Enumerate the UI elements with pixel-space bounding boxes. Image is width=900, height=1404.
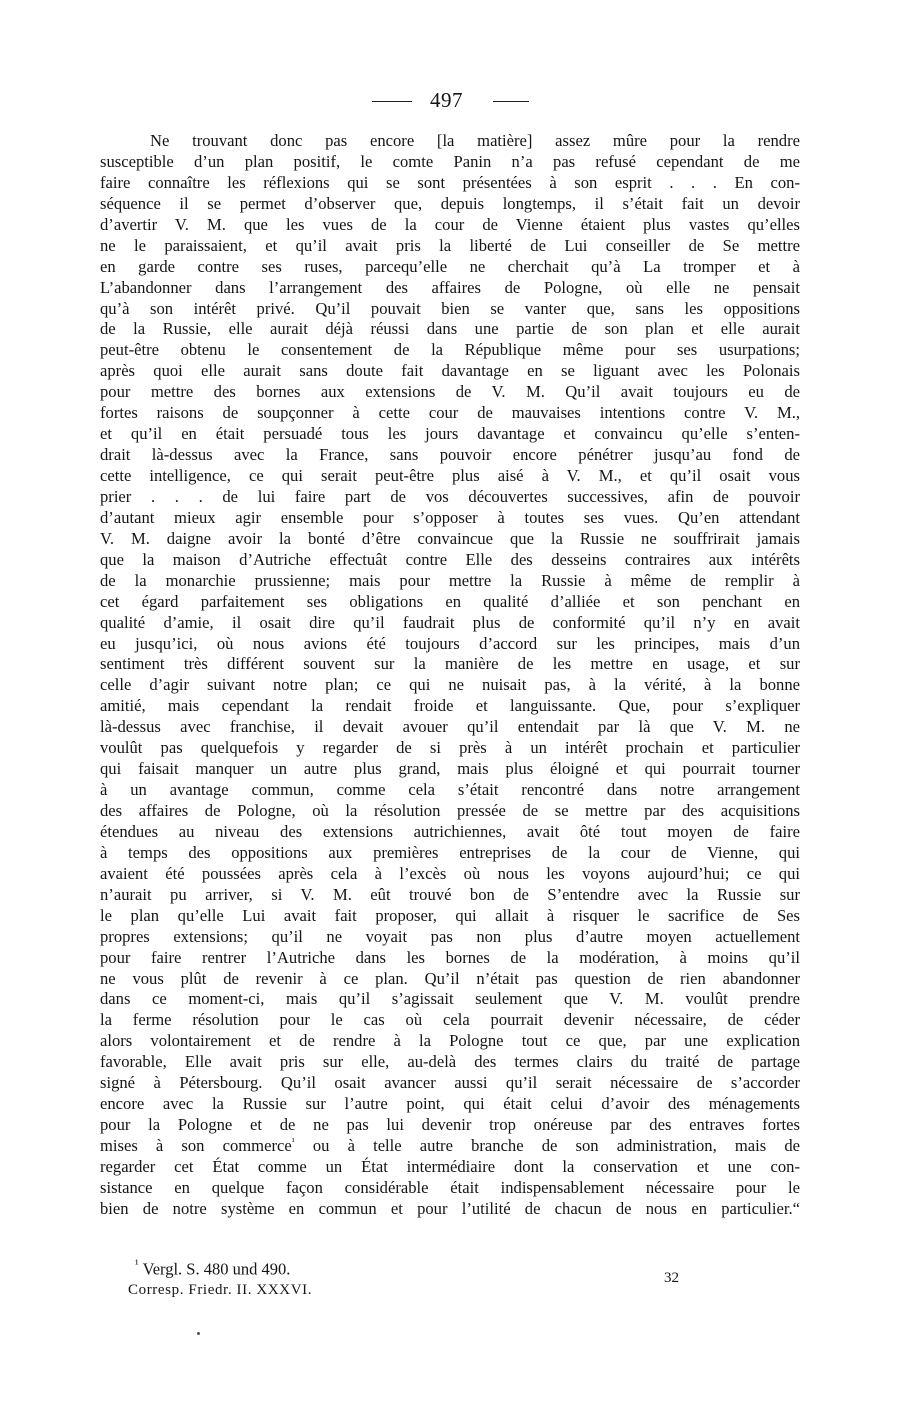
text-line: faire connaître les réflexions qui se sont présentées à son esprit . . . En con- bbox=[100, 172, 800, 192]
text-line: à un avantage commun, comme cela s’était rencontré dans notre arrangement bbox=[100, 780, 800, 800]
text-line: qualité d’amie, il osait dire qu’il faudrait plus de conformité qu’il n’y en avait bbox=[100, 612, 800, 632]
text-line: pour mettre des bornes aux extensions de V. M. Qu’il avait toujours eu de bbox=[100, 382, 800, 402]
text-line: n’aurait pu arriver, si V. M. eût trouvé bon de S’entendre avec la Russie sur bbox=[100, 884, 800, 904]
sheet-number: 32 bbox=[664, 1270, 679, 1286]
text-line: favorable, Elle avait pris sur elle, au-delà des termes clairs du traité de partage bbox=[100, 1052, 800, 1072]
text-line: amitié, mais cependant la rendait froide et languissante. Que, pour s’expliquer bbox=[100, 696, 800, 716]
footnote bbox=[135, 1257, 290, 1280]
header-rule-right bbox=[493, 101, 529, 102]
text-line: regarder cet État comme un État intermédiaire dont la conservation et une con- bbox=[100, 1156, 800, 1176]
text-line: drait là-dessus avec la France, sans pouvoir encore pénétrer jusqu’au fond de bbox=[100, 445, 800, 465]
text-line-with-footnote-ref bbox=[100, 1136, 800, 1157]
text-line: fortes raisons de soupçonner à cette cour de mauvaises intentions contre V. M., bbox=[100, 403, 800, 423]
text-line: à temps des oppositions aux premières entreprises de la cour de Vienne, qui bbox=[100, 842, 800, 862]
text-line: V. M. daigne avoir la bonté d’être convaincue que la Russie ne souffrirait jamais bbox=[100, 528, 800, 548]
text-line: que la maison d’Autriche effectuât contre Elle des desseins contraires aux intérêts bbox=[100, 549, 800, 569]
text-line: eu jusqu’ici, où nous avions été toujours d’accord sur les principes, mais d’un bbox=[100, 633, 800, 653]
text-line: propres extensions; qu’il ne voyait pas non plus d’autre moyen actuellement bbox=[100, 926, 800, 946]
text-line: dans ce moment-ci, mais qu’il s’agissait seulement que V. M. voulût prendre bbox=[100, 989, 800, 1009]
text-fragment: ou à telle autre branche de son administration, mais de bbox=[312, 1136, 800, 1155]
text-line: encore avec la Russie sur l’autre point, qui était celui d’avoir des ménagements bbox=[100, 1094, 800, 1114]
text-line: L’abandonner dans l’arrangement des affaires de Pologne, où elle ne pensait bbox=[100, 277, 800, 297]
text-line: séquence il se permet d’observer que, depuis longtemps, il s’était fait un devoir bbox=[100, 193, 800, 213]
footnote-reference: ¹ bbox=[291, 1136, 295, 1148]
running-header bbox=[0, 88, 900, 116]
text-line: de la monarchie prussienne; mais pour mettre la Russie à même de remplir à bbox=[100, 570, 800, 590]
text-line: avaient été poussées après cela à l’excès où nous les voyons aujourd’hui; ce qui bbox=[100, 863, 800, 883]
text-line: pour faire rentrer l’Autriche dans les bornes de la modération, à moins qu’il bbox=[100, 947, 800, 967]
paper-speck bbox=[197, 1332, 200, 1335]
text-line: d’autant mieux agir ensemble pour s’opposer à toutes ses vues. Qu’en attendant bbox=[100, 507, 800, 527]
footnote-marker: ¹ bbox=[135, 1257, 139, 1271]
text-line: cette intelligence, ce qui serait peut-être plus aisé à V. M., et qu’il osait vous bbox=[100, 466, 800, 485]
text-line: pour la Pologne et de ne pas lui devenir trop onéreuse par des entraves fortes bbox=[100, 1115, 800, 1135]
text-line: de la Russie, elle aurait déjà réussi dans une partie de son plan et elle aurait bbox=[100, 319, 800, 339]
text-line: des affaires de Pologne, où la résolution pressée de se mettre par des acquisitions bbox=[100, 801, 800, 820]
text-fragment: mises à son commerce bbox=[100, 1136, 292, 1155]
text-line: ne vous plût de revenir à ce plan. Qu’il n’était pas question de rien abandonner bbox=[100, 968, 800, 988]
text-line: qui faisait manquer un autre plus grand, mais plus éloigné et qui pourrait tourner bbox=[100, 759, 800, 779]
text-line: susceptible d’un plan positif, le comte Panin n’a pas refusé cependant de me bbox=[100, 151, 800, 171]
text-line: d’avertir V. M. que les vues de la cour de Vienne étaient plus vastes qu’elles bbox=[100, 214, 800, 234]
page-number: 497 bbox=[430, 88, 463, 112]
text-line: qu’à son intérêt privé. Qu’il pouvait bien se vanter que, sans les oppositions bbox=[100, 298, 800, 318]
footnote-text: Vergl. S. 480 und 490. bbox=[142, 1259, 291, 1279]
text-line: sistance en quelque façon considérable était indispensablement nécessaire pour le bbox=[100, 1177, 800, 1197]
body-text bbox=[100, 131, 800, 1220]
text-line: peut-être obtenu le consentement de la République même pour ses usurpations; bbox=[100, 340, 800, 360]
text-line: cet égard parfaitement ses obligations en qualité d’alliée et son penchant en bbox=[100, 591, 800, 611]
text-line: étendues au niveau des extensions autrichiennes, avait ôté tout moyen de faire bbox=[100, 821, 800, 841]
text-line: la ferme résolution pour le cas où cela pourrait devenir nécessaire, de céder bbox=[100, 1010, 800, 1030]
text-line: après quoi elle aurait sans doute fait davantage en se liguant avec les Polonais bbox=[100, 361, 800, 381]
printer-signature: Corresp. Friedr. II. XXXVI. bbox=[128, 1282, 313, 1298]
text-line: alors volontairement et de rendre à la Pologne tout ce que, par une explication bbox=[100, 1031, 800, 1051]
text-line: ne le paraissaient, et qu’il avait pris la liberté de Lui conseiller de Se mettre bbox=[100, 235, 800, 255]
text-line: le plan qu’elle Lui avait fait proposer, qui allait à risquer le sacrifice de Ses bbox=[100, 905, 800, 925]
text-line: en garde contre ses ruses, parcequ’elle ne cherchait qu’à La tromper et à bbox=[100, 256, 800, 276]
text-line: bien de notre système en commun et pour l’utilité de chacun de nous en particulier.“ bbox=[100, 1198, 800, 1218]
text-line: signé à Pétersbourg. Qu’il osait avancer aussi qu’il serait nécessaire de s’accorder bbox=[100, 1073, 800, 1093]
text-line: sentiment très différent souvent sur la manière de les mettre en usage, et sur bbox=[100, 654, 800, 674]
text-line: Ne trouvant donc pas encore [la matière] assez mûre pour la rendre bbox=[150, 131, 800, 150]
text-line: celle d’agir suivant notre plan; ce qui ne nuisait pas, à la vérité, à la bonne bbox=[100, 675, 800, 695]
text-line: et qu’il en était persuadé tous les jours davantage et convaincu qu’elle s’enten- bbox=[100, 424, 800, 444]
text-line: prier . . . de lui faire part de vos découvertes successives, afin de pouvoir bbox=[100, 486, 800, 506]
header-rule-left bbox=[372, 101, 412, 102]
text-line: là-dessus avec franchise, il devait avouer qu’il entendait par là que V. M. ne bbox=[100, 717, 800, 737]
text-line: voulût pas quelquefois y regarder de si près à un intérêt prochain et particulier bbox=[100, 738, 800, 758]
